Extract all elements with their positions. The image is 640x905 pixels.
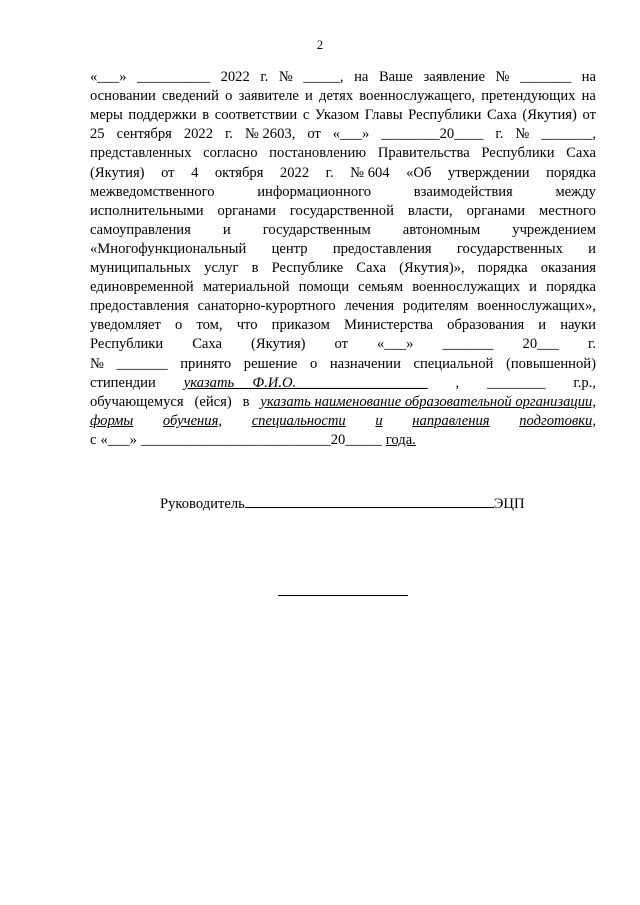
body-word: __________________________20_____ bbox=[140, 431, 382, 448]
body-word: Указом bbox=[314, 107, 360, 124]
body-word: постановлению bbox=[269, 145, 367, 162]
body-word: приказом bbox=[271, 317, 330, 334]
body-word: центр bbox=[271, 240, 308, 257]
body-word: принято bbox=[180, 355, 232, 372]
body-word: помощи bbox=[298, 279, 350, 296]
body-word: основании bbox=[90, 88, 156, 105]
body-word: № bbox=[90, 355, 104, 372]
body-word: Республике bbox=[271, 260, 344, 276]
body-word: заявление bbox=[423, 69, 485, 85]
body-word: _____, bbox=[303, 69, 344, 85]
body-word: оказания bbox=[540, 260, 596, 276]
body-word: подготовки, bbox=[519, 412, 596, 429]
body-word: о bbox=[175, 317, 183, 334]
body-word: Саха bbox=[486, 107, 517, 124]
body-line bbox=[90, 87, 596, 106]
body-word: том, bbox=[196, 317, 223, 334]
body-word: военнослужащих bbox=[412, 279, 521, 296]
body-word: в bbox=[242, 393, 250, 410]
body-word: (Якутия) bbox=[522, 107, 577, 124]
body-word: государственной bbox=[289, 202, 394, 219]
body-word: взаимодействия bbox=[413, 183, 513, 200]
body-word: информационного bbox=[257, 183, 372, 200]
body-word: (ейся) bbox=[194, 393, 232, 410]
body-line bbox=[90, 202, 596, 221]
body-word: __________ bbox=[137, 69, 211, 85]
body-line bbox=[90, 412, 596, 431]
body-word: исполнительными bbox=[90, 202, 204, 219]
body-word: органами bbox=[217, 202, 276, 219]
body-line bbox=[90, 68, 596, 87]
body-word: г. bbox=[495, 126, 504, 143]
body-word: «___» bbox=[100, 431, 137, 448]
body-word: г.р., bbox=[573, 374, 596, 391]
body-word: власти, bbox=[407, 202, 453, 219]
body-word: 2022 bbox=[220, 69, 250, 85]
body-word: указать Ф.И.О.__________________ bbox=[183, 374, 428, 391]
body-word: государственным bbox=[262, 221, 371, 238]
body-word: обучения, bbox=[162, 412, 223, 429]
body-word: _______ bbox=[442, 336, 494, 353]
body-word: 4 bbox=[191, 164, 199, 181]
body-word: науки bbox=[560, 317, 596, 334]
body-word: Саха bbox=[356, 260, 387, 276]
body-word: военнослужащих», bbox=[477, 298, 596, 315]
body-line bbox=[90, 316, 596, 335]
body-line bbox=[90, 221, 596, 240]
body-word: уведомляет bbox=[90, 317, 161, 334]
body-word: в bbox=[251, 260, 259, 276]
body-word: «Многофункциональный bbox=[90, 240, 247, 257]
body-line bbox=[90, 355, 596, 374]
body-word: направления bbox=[412, 412, 490, 429]
body-word: местного bbox=[538, 202, 596, 219]
body-word: предоставления bbox=[332, 240, 432, 257]
body-word: военнослужащего, bbox=[359, 88, 476, 105]
body-word: лечения bbox=[344, 298, 395, 315]
body-word: г. bbox=[260, 69, 269, 85]
body-line bbox=[90, 374, 596, 393]
body-word: в bbox=[202, 107, 210, 124]
body-word: согласно bbox=[203, 145, 258, 162]
body-word: межведомственного bbox=[90, 183, 215, 200]
body-word: учреждением bbox=[512, 221, 596, 238]
body-word: образования bbox=[447, 317, 525, 334]
body-word: г. bbox=[224, 126, 233, 143]
body-word: _______ bbox=[520, 69, 572, 85]
body-word: обучающемуся bbox=[90, 393, 184, 410]
body-word: автономным bbox=[402, 221, 481, 238]
signature-title: Руководитель bbox=[160, 496, 245, 512]
body-word: Республики bbox=[408, 107, 482, 124]
body-word: , bbox=[455, 374, 460, 391]
body-line bbox=[90, 125, 596, 144]
body-word: (Якутия) bbox=[250, 336, 306, 353]
body-word: 25 bbox=[90, 126, 105, 143]
body-word: Саха bbox=[192, 336, 222, 353]
body-word: органами bbox=[466, 202, 526, 219]
signature-ecp-label: ЭЦП bbox=[493, 496, 525, 512]
body-word: № 2603, bbox=[244, 126, 296, 143]
body-word: Республики bbox=[90, 336, 164, 353]
body-word: предоставления bbox=[90, 298, 189, 315]
body-word: (Якутия)», bbox=[399, 260, 465, 276]
body-word: государственных bbox=[456, 240, 563, 257]
body-word: и bbox=[305, 88, 313, 105]
body-word: заявителе bbox=[238, 88, 299, 105]
body-word: меры bbox=[90, 107, 123, 124]
body-word: Министерства bbox=[343, 317, 434, 334]
body-word: «___» bbox=[376, 336, 414, 353]
body-word: указать наименование образовательной организации, bbox=[260, 393, 596, 410]
body-word: и bbox=[375, 412, 383, 429]
body-word: Главы bbox=[364, 107, 403, 124]
body-word: порядка bbox=[477, 260, 528, 276]
body-word: материальной bbox=[202, 279, 290, 296]
body-word: (Якутия) bbox=[90, 164, 145, 181]
body-word: 2022 bbox=[279, 164, 310, 181]
body-word: решение bbox=[243, 355, 298, 372]
body-word: и bbox=[222, 221, 231, 238]
body-word: соответствии bbox=[214, 107, 298, 124]
body-word: Правительства bbox=[377, 145, 470, 162]
body-line bbox=[90, 278, 596, 297]
body-word: сведений bbox=[162, 88, 219, 105]
body-word: от bbox=[334, 336, 348, 353]
body-word: на bbox=[581, 88, 596, 105]
body-word: детях bbox=[319, 88, 354, 105]
body-word: формы bbox=[90, 412, 134, 429]
body-word: между bbox=[555, 183, 596, 200]
body-word: № 604 bbox=[350, 164, 390, 181]
body-word: № bbox=[278, 69, 293, 85]
body-word: и bbox=[588, 240, 596, 257]
body-word: муниципальных bbox=[90, 260, 192, 276]
body-word: _______ bbox=[116, 355, 168, 372]
body-word: назначении bbox=[329, 355, 401, 372]
body-word: представленных bbox=[90, 145, 192, 162]
body-word: семьям bbox=[358, 279, 404, 296]
body-word: специальной bbox=[413, 355, 494, 372]
body-word: и bbox=[529, 279, 537, 296]
body-word: единовременной bbox=[90, 279, 194, 296]
body-word: с bbox=[90, 431, 97, 448]
body-word: утверждении bbox=[447, 164, 530, 181]
body-word: с bbox=[302, 107, 310, 124]
body-word: Саха bbox=[566, 145, 596, 162]
body-word: ________ bbox=[487, 374, 546, 391]
body-word: года. bbox=[385, 431, 416, 448]
body-word: 2022 bbox=[183, 126, 213, 143]
body-word: 20___ bbox=[522, 336, 559, 353]
body-word: октября bbox=[214, 164, 264, 181]
body-word: на bbox=[354, 69, 369, 85]
page-number: 2 bbox=[316, 38, 324, 52]
body-word: от bbox=[307, 126, 321, 143]
body-line bbox=[90, 335, 596, 354]
body-word: «___» bbox=[90, 69, 127, 85]
body-word: родителям bbox=[402, 298, 469, 315]
body-word: «Об bbox=[406, 164, 432, 181]
body-word: Республики bbox=[481, 145, 555, 162]
end-of-document-rule bbox=[278, 595, 408, 596]
body-word: сентября bbox=[116, 126, 172, 143]
body-word: порядка bbox=[546, 164, 596, 181]
body-word: на bbox=[581, 69, 596, 85]
body-line bbox=[90, 106, 596, 125]
body-word: специальности bbox=[251, 412, 346, 429]
body-word: что bbox=[236, 317, 258, 334]
body-word: порядка bbox=[546, 279, 596, 296]
body-line bbox=[90, 431, 596, 450]
body-word: о bbox=[309, 355, 318, 372]
body-word: поддержки bbox=[128, 107, 197, 124]
body-line bbox=[90, 164, 596, 183]
body-line bbox=[90, 144, 596, 163]
body-word: услуг bbox=[204, 260, 239, 276]
signature-blank-line bbox=[245, 492, 494, 508]
body-word: стипендии bbox=[90, 374, 156, 391]
body-word: претендующих bbox=[481, 88, 576, 105]
body-word: (повышенной) bbox=[505, 355, 596, 372]
body-word: ________20____ bbox=[381, 126, 484, 143]
body-word: № bbox=[495, 69, 510, 85]
body-word: Ваше bbox=[378, 69, 413, 85]
body-line bbox=[90, 393, 596, 412]
body-word: от bbox=[161, 164, 175, 181]
body-word: и bbox=[538, 317, 547, 334]
body-word: самоуправления bbox=[90, 221, 191, 238]
signature-block bbox=[160, 492, 524, 511]
body-line bbox=[90, 240, 596, 259]
body-word: о bbox=[225, 88, 233, 105]
body-line bbox=[90, 183, 596, 202]
body-word: г. bbox=[325, 164, 334, 181]
body-word: санаторно-курортного bbox=[197, 298, 336, 315]
body-word: от bbox=[582, 107, 596, 124]
body-word: № bbox=[515, 126, 530, 143]
body-word: _______, bbox=[541, 126, 596, 143]
body-line bbox=[90, 259, 596, 278]
body-word: «___» bbox=[332, 126, 370, 143]
body-line bbox=[90, 297, 596, 316]
body-word: г. bbox=[587, 336, 596, 353]
